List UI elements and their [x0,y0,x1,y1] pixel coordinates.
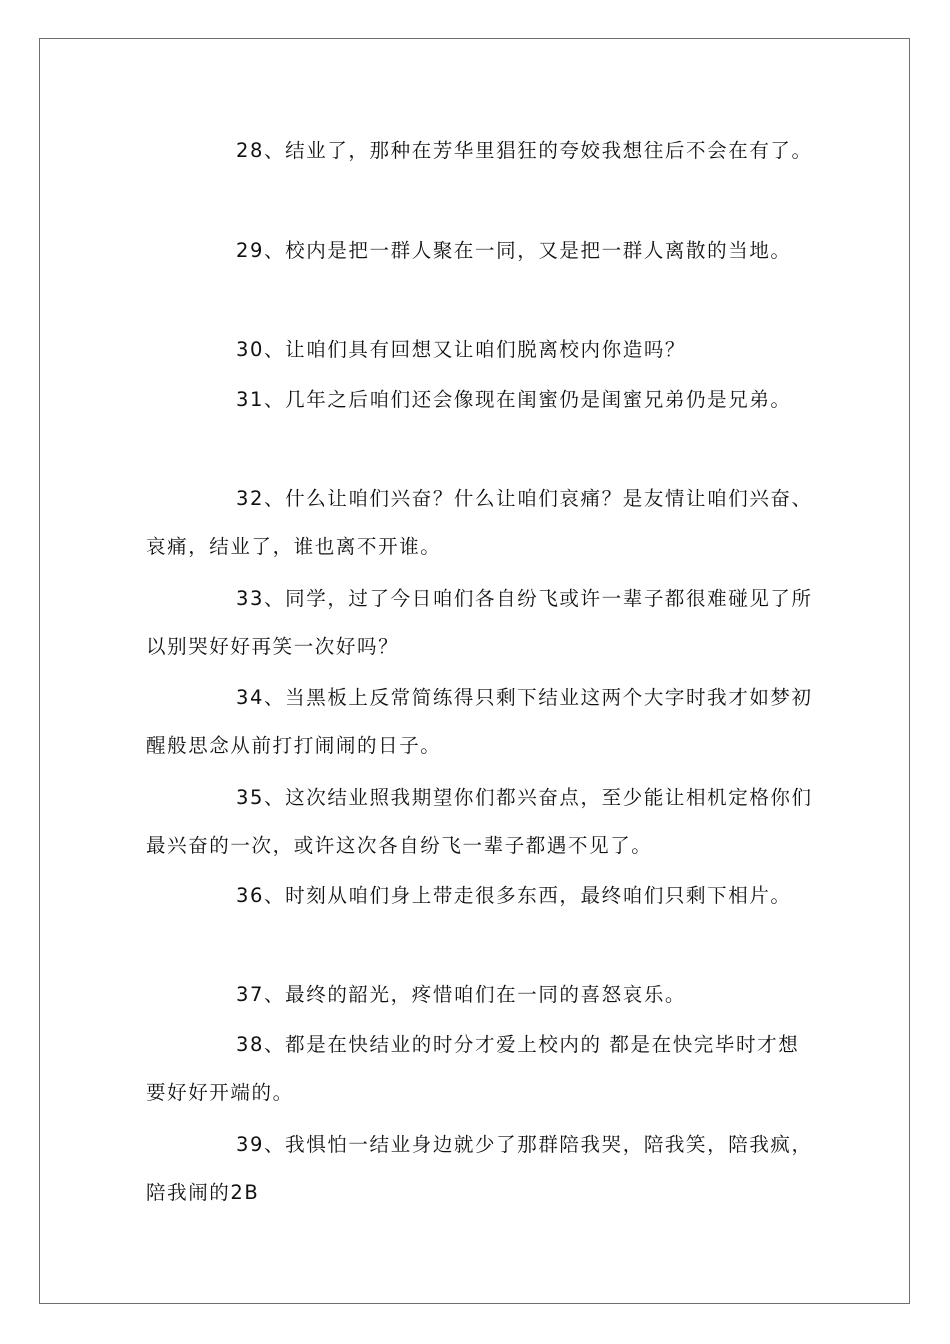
paragraph-32: 32、什么让咱们兴奋？什么让咱们哀痛？是友情让咱们兴奋、哀痛，结业了，谁也离不开谁。 [146,487,813,558]
paragraph-35: 35、这次结业照我期望你们都兴奋点，至少能让相机定格你们最兴奋的一次，或许这次各自纷飞一辈子都遇不见了。 [146,786,813,857]
paragraph-38: 38、都是在快结业的时分才爱上校内的 都是在快完毕时才想要好好开端的。 [146,1033,800,1104]
paragraph-37: 37、最终的韶光，疼惜咱们在一同的喜怒哀乐。 [236,983,687,1006]
paragraph-29: 29、校内是把一群人聚在一同，又是把一群人离散的当地。 [236,239,792,262]
paragraph-28: 28、结业了，那种在芳华里猖狂的夸姣我想往后不会在有了。 [236,139,813,162]
paragraph-36: 36、时刻从咱们身上带走很多东西，最终咱们只剩下相片。 [236,884,792,907]
paragraph-30: 30、让咱们具有回想又让咱们脱离校内你造吗？ [236,338,687,361]
paragraph-34: 34、当黑板上反常简练得只剩下结业这两个大字时我才如梦初醒般思念从前打打闹闹的日子。 [146,686,813,757]
paragraph-33: 33、同学，过了今日咱们各自纷飞或许一辈子都很难碰见了所以别哭好好再笑一次好吗？ [146,587,813,658]
paragraph-39: 39、我惧怕一结业身边就少了那群陪我哭，陪我笑，陪我疯，陪我闹的2B [146,1133,813,1204]
paragraph-31: 31、几年之后咱们还会像现在闺蜜仍是闺蜜兄弟仍是兄弟。 [236,388,792,411]
